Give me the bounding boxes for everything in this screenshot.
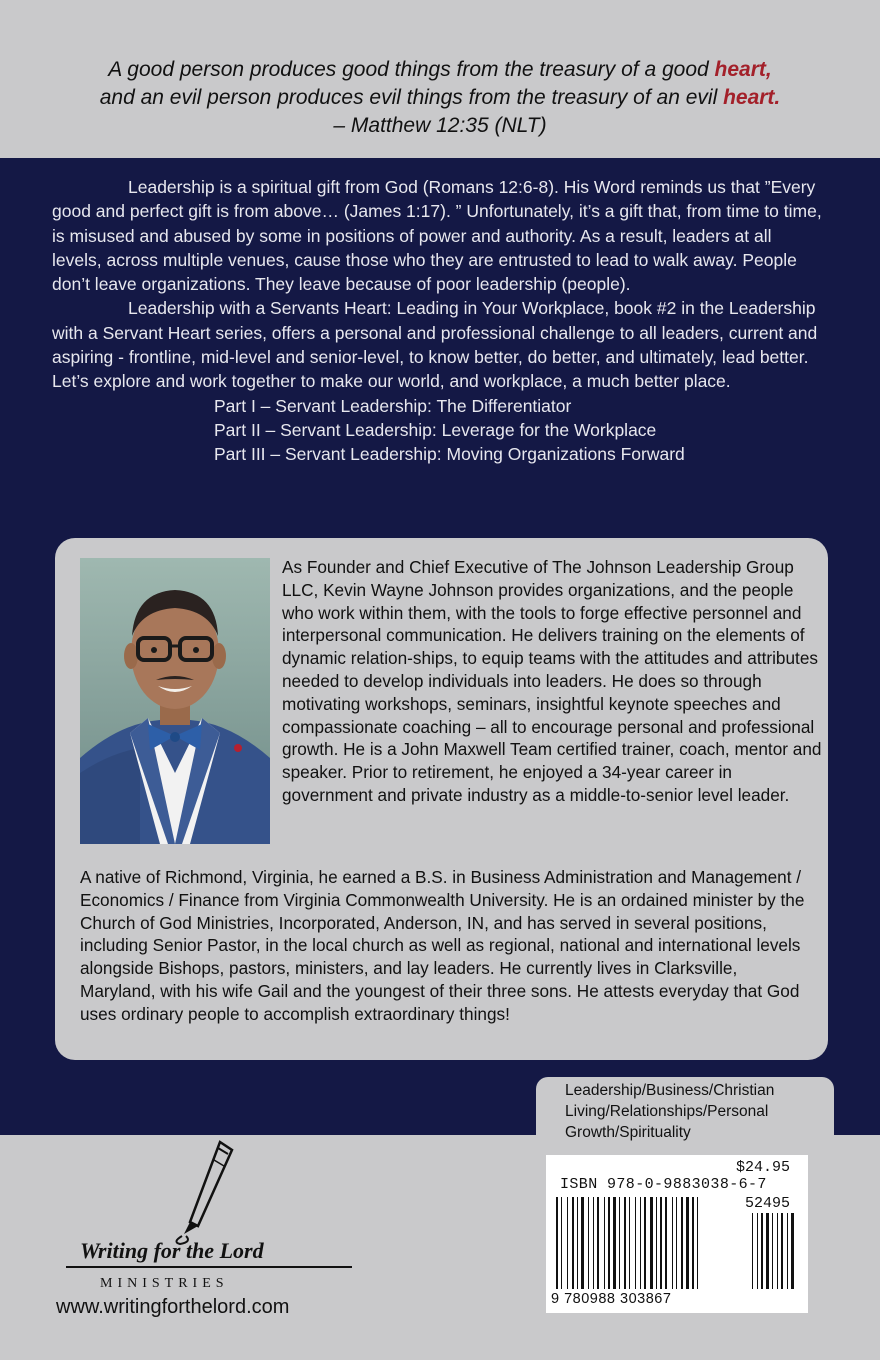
part-item: Part III – Servant Leadership: Moving Organizations Forward <box>214 444 685 465</box>
barcode-addon-bar <box>777 1213 778 1289</box>
barcode-bar <box>577 1197 578 1289</box>
publisher-name: Writing for the Lord <box>80 1238 264 1263</box>
quote-emphasis: heart <box>714 58 766 81</box>
barcode-bar <box>692 1197 694 1289</box>
publisher-divider <box>66 1266 352 1268</box>
author-photo <box>80 558 270 844</box>
barcode-bar <box>624 1197 626 1289</box>
barcode-bar <box>644 1197 646 1289</box>
barcode-bar <box>556 1197 558 1289</box>
isbn-number: 9 780988 303867 <box>551 1291 672 1307</box>
barcode-bar <box>650 1197 653 1289</box>
barcode-bar <box>665 1197 667 1289</box>
barcode-addon-bar <box>757 1213 758 1289</box>
barcode-addon-bar <box>766 1213 769 1289</box>
barcode-bar <box>572 1197 574 1289</box>
barcode-bar <box>588 1197 589 1289</box>
barcode-bar <box>561 1197 562 1289</box>
quote-punctuation: , <box>765 58 772 81</box>
description-paragraph-2: Leadership with a Servants Heart: Leading in Your Workplace, book #2 in the Leadership with a Servant Heart series, offers a personal and professional challenge to all leaders, current and aspiring - frontline, mid-level and senior-level, to know better, do better, and ultimately, lead better. Let’s explore and work together to make our world, and workplace, a much better place. <box>52 298 818 392</box>
quote-text: and an evil person produces evil things from the treasury of an evil <box>99 86 724 109</box>
barcode-bar <box>640 1197 641 1289</box>
category-label: Leadership/Business/Christian Living/Relationships/Personal Growth/Spirituality <box>536 1077 834 1147</box>
barcode-bar <box>697 1197 698 1289</box>
barcode-addon-bar <box>772 1213 773 1289</box>
quote-line-2 <box>0 84 880 112</box>
quill-pen-icon <box>162 1138 242 1248</box>
barcode-bar <box>593 1197 594 1289</box>
barcode-addon-bar <box>752 1213 753 1289</box>
barcode-addon-bar <box>791 1213 794 1289</box>
book-description <box>52 175 822 467</box>
scripture-quote <box>0 56 880 140</box>
bio-paragraph-1: As Founder and Chief Executive of The Johnson Leadership Group LLC, Kevin Wayne Johnson provides organizations, and the people who work within them, with the tools to forge effective personnel and interpersonal communication. He delivers training on the elements of dynamic relation-ships, to equip teams with the attitudes and attributes needed to develop individuals into leaders. He does so through motivating workshops, seminars, insightful keynote speeches and compassionate coaching – all to encourage personal and professional growth. He is a John Maxwell Team certified trainer, coach, mentor and speaker. Prior to retirement, he enjoyed a 34-year career in government and private industry as a middle-to-senior level leader. <box>282 557 822 805</box>
barcode-bar <box>676 1197 677 1289</box>
publisher-subtitle: MINISTRIES <box>100 1276 229 1291</box>
bio-paragraph-2: A native of Richmond, Virginia, he earned a B.S. in Business Administration and Management / Economics / Finance from Virginia Commonwealth University. He is an ordained minister by the Church of God Ministries, Incorporated, Anderson, IN, and has served in several positions, including Senior Pastor, in the local church as well as regional, national and international levels alongside Bishops, pastors, ministers, and lay leaders. He currently lives in Clarksville, Maryland, with his wife Gail and the youngest of their three sons. He attests everyday that God uses ordinary people to accomplish extraordinary things! <box>80 867 805 1024</box>
price-label: $24.95 <box>735 1159 790 1176</box>
author-portrait-icon <box>80 558 270 844</box>
barcode-bar <box>635 1197 636 1289</box>
barcode-addon-bar <box>761 1213 763 1289</box>
quote-line-1 <box>0 56 880 84</box>
barcode-bar <box>608 1197 610 1289</box>
barcode-box <box>546 1155 808 1313</box>
quote-citation: – Matthew 12:35 (NLT) <box>333 114 547 137</box>
barcode-bar <box>613 1197 616 1289</box>
barcode-addon-bar <box>781 1213 783 1289</box>
parts-list <box>214 394 822 467</box>
publisher-url: www.writingforthelord.com <box>56 1296 290 1318</box>
part-item: Part II – Servant Leadership: Leverage for the Workplace <box>214 419 657 440</box>
isbn-label: ISBN 978-0-9883038-6-7 <box>560 1176 767 1193</box>
barcode-addon-bar <box>787 1213 788 1289</box>
price-code-label: 52495 <box>744 1195 790 1212</box>
barcode-bar <box>629 1197 630 1289</box>
barcode-bar <box>581 1197 584 1289</box>
barcode-bar <box>672 1197 673 1289</box>
quote-text: A good person produces good things from the treasury of a good <box>108 58 715 81</box>
barcode-bar <box>567 1197 568 1289</box>
barcode-bar <box>604 1197 605 1289</box>
barcode-bar <box>597 1197 599 1289</box>
barcode-bar <box>619 1197 620 1289</box>
barcode-bar <box>660 1197 662 1289</box>
barcode-bar <box>686 1197 689 1289</box>
barcode-icon <box>546 1155 808 1313</box>
barcode-bar <box>681 1197 683 1289</box>
description-paragraph-1: Leadership is a spiritual gift from God (Romans 12:6-8). His Word reminds us that ”Every good and perfect gift is from above… (James 1:17). ” Unfortunately, it’s a gift that, from time to time, is misused and abused by some in positions of power and authority. As a result, leaders at all levels, across multiple venues, cause those who they are entrusted to lead to walk away. People don’t leave organizations. They leave because of poor leadership (people). <box>52 177 822 295</box>
part-item: Part I – Servant Leadership: The Differentiator <box>214 395 572 416</box>
barcode-bar <box>656 1197 657 1289</box>
quote-emphasis: heart. <box>723 86 781 109</box>
